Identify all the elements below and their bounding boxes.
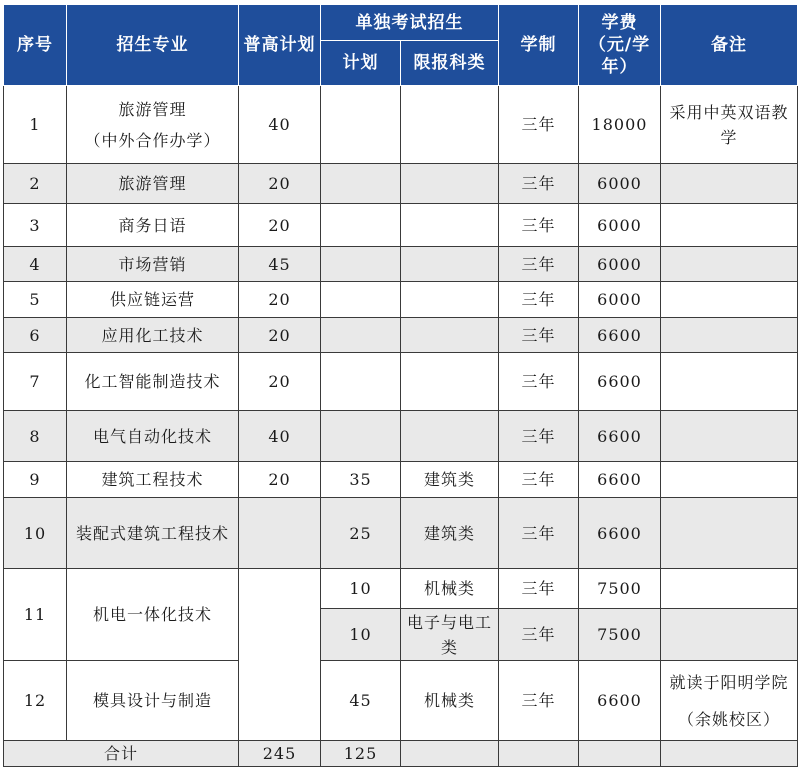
cell-duration: 三年 — [499, 411, 579, 462]
cell-category: 机械类 — [401, 661, 499, 741]
header-major: 招生专业 — [67, 5, 239, 86]
cell-plan: 20 — [239, 318, 321, 353]
cell-tuition: 6600 — [579, 462, 661, 498]
cell-category: 建筑类 — [401, 462, 499, 498]
cell-category — [401, 353, 499, 411]
header-single-plan: 计划 — [321, 41, 401, 86]
cell-tuition: 6600 — [579, 353, 661, 411]
cell-tuition: 6000 — [579, 204, 661, 247]
cell-remark — [661, 462, 798, 498]
table-row — [4, 247, 798, 282]
cell-category — [401, 411, 499, 462]
header-remarks: 备注 — [661, 5, 798, 86]
cell-remark — [661, 247, 798, 282]
cell-category: 电子与电工类 — [401, 609, 499, 661]
cell-seq: 11 — [4, 569, 67, 661]
cell-seq: 9 — [4, 462, 67, 498]
cell-plan: 20 — [239, 164, 321, 204]
cell-category — [401, 318, 499, 353]
header-duration: 学制 — [499, 5, 579, 86]
remark-line: （余姚校区） — [677, 709, 780, 729]
total-empty — [579, 741, 661, 767]
cell-single-plan: 25 — [321, 498, 401, 569]
total-empty — [499, 741, 579, 767]
cell-duration: 三年 — [499, 164, 579, 204]
table-row — [4, 353, 798, 411]
cell-duration: 三年 — [499, 569, 579, 609]
cell-single-plan — [321, 282, 401, 318]
table-row — [4, 569, 798, 609]
total-empty — [401, 741, 499, 767]
cell-seq: 1 — [4, 86, 67, 164]
cell-remark — [661, 164, 798, 204]
cell-seq: 10 — [4, 498, 67, 569]
cell-tuition: 6600 — [579, 318, 661, 353]
cell-duration: 三年 — [499, 282, 579, 318]
cell-single-plan — [321, 318, 401, 353]
cell-major: 旅游管理 — [67, 164, 239, 204]
cell-duration: 三年 — [499, 462, 579, 498]
cell-tuition: 7500 — [579, 569, 661, 609]
cell-seq: 3 — [4, 204, 67, 247]
table-row — [4, 318, 798, 353]
remark-line: 就读于阳明学院 — [669, 672, 789, 692]
table-row — [4, 462, 798, 498]
cell-remark — [661, 498, 798, 569]
cell-duration: 三年 — [499, 318, 579, 353]
cell-plan: 40 — [239, 411, 321, 462]
header-tuition: 学费（元/学年） — [579, 5, 661, 86]
cell-single-plan: 10 — [321, 609, 401, 661]
table-body — [4, 86, 798, 767]
cell-seq: 12 — [4, 661, 67, 741]
cell-single-plan — [321, 247, 401, 282]
cell-single-plan: 10 — [321, 569, 401, 609]
cell-major: 化工智能制造技术 — [67, 353, 239, 411]
cell-seq: 7 — [4, 353, 67, 411]
cell-duration: 三年 — [499, 498, 579, 569]
cell-seq: 2 — [4, 164, 67, 204]
cell-plan-merged — [239, 569, 321, 741]
cell-single-plan — [321, 353, 401, 411]
cell-category — [401, 86, 499, 164]
cell-remark — [661, 661, 798, 741]
cell-single-plan: 35 — [321, 462, 401, 498]
cell-plan: 20 — [239, 353, 321, 411]
cell-plan: 45 — [239, 247, 321, 282]
cell-major: 建筑工程技术 — [67, 462, 239, 498]
cell-category: 机械类 — [401, 569, 499, 609]
cell-duration: 三年 — [499, 247, 579, 282]
cell-major: 应用化工技术 — [67, 318, 239, 353]
table-row — [4, 498, 798, 569]
cell-single-plan — [321, 204, 401, 247]
cell-remark: 采用中英双语教学 — [661, 86, 798, 164]
table-row — [4, 661, 798, 741]
table-row — [4, 204, 798, 247]
cell-seq: 8 — [4, 411, 67, 462]
cell-tuition: 6600 — [579, 411, 661, 462]
cell-remark — [661, 609, 798, 661]
table-row — [4, 411, 798, 462]
cell-single-plan — [321, 164, 401, 204]
cell-single-plan — [321, 411, 401, 462]
cell-tuition: 18000 — [579, 86, 661, 164]
table-row — [4, 282, 798, 318]
cell-major: 电气自动化技术 — [67, 411, 239, 462]
cell-single-plan — [321, 86, 401, 164]
cell-category — [401, 282, 499, 318]
total-label: 合计 — [4, 741, 239, 767]
total-plan: 245 — [239, 741, 321, 767]
cell-remark — [661, 318, 798, 353]
cell-major: 市场营销 — [67, 247, 239, 282]
cell-major: 装配式建筑工程技术 — [67, 498, 239, 569]
total-empty — [661, 741, 798, 767]
header-single-category: 限报科类 — [401, 41, 499, 86]
cell-duration: 三年 — [499, 353, 579, 411]
cell-seq: 6 — [4, 318, 67, 353]
cell-category — [401, 164, 499, 204]
cell-category: 建筑类 — [401, 498, 499, 569]
cell-category — [401, 204, 499, 247]
total-row — [4, 741, 798, 767]
cell-major: 供应链运营 — [67, 282, 239, 318]
cell-major — [67, 86, 239, 164]
cell-tuition: 6000 — [579, 247, 661, 282]
cell-major: 机电一体化技术 — [67, 569, 239, 661]
cell-plan: 20 — [239, 282, 321, 318]
cell-tuition: 6000 — [579, 164, 661, 204]
cell-remark — [661, 353, 798, 411]
cell-plan: 40 — [239, 86, 321, 164]
cell-remark — [661, 282, 798, 318]
cell-duration: 三年 — [499, 86, 579, 164]
cell-tuition: 6600 — [579, 498, 661, 569]
cell-remark — [661, 569, 798, 609]
enrollment-table — [3, 4, 798, 767]
cell-tuition: 6000 — [579, 282, 661, 318]
header-plan-general: 普高计划 — [239, 5, 321, 86]
cell-plan: 20 — [239, 462, 321, 498]
table-row — [4, 86, 798, 164]
total-single-plan: 125 — [321, 741, 401, 767]
cell-major: 商务日语 — [67, 204, 239, 247]
cell-category — [401, 247, 499, 282]
table-row — [4, 164, 798, 204]
cell-remark — [661, 411, 798, 462]
major-name: 旅游管理 — [118, 99, 187, 119]
header-single-exam: 单独考试招生 — [321, 5, 499, 41]
cell-plan: 20 — [239, 204, 321, 247]
cell-single-plan: 45 — [321, 661, 401, 741]
cell-tuition: 6600 — [579, 661, 661, 741]
cell-plan — [239, 498, 321, 569]
cell-seq: 4 — [4, 247, 67, 282]
cell-duration: 三年 — [499, 661, 579, 741]
cell-tuition: 7500 — [579, 609, 661, 661]
header-seq: 序号 — [4, 5, 67, 86]
table-header — [4, 5, 798, 86]
cell-seq: 5 — [4, 282, 67, 318]
cell-remark — [661, 204, 798, 247]
cell-duration: 三年 — [499, 204, 579, 247]
cell-major: 模具设计与制造 — [67, 661, 239, 741]
major-note: （中外合作办学） — [84, 130, 221, 150]
cell-duration: 三年 — [499, 609, 579, 661]
